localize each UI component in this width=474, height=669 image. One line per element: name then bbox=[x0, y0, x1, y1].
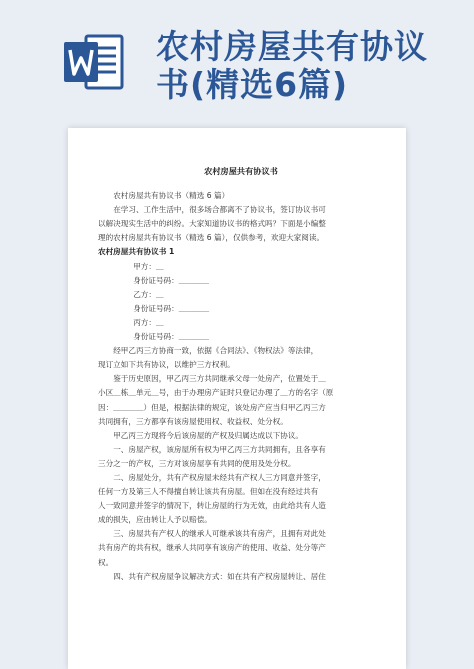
document-line: 鉴于历史原因，甲乙丙三方共同继承父母一处房产，位置处于＿ bbox=[113, 374, 326, 384]
page-title bbox=[156, 28, 466, 104]
document-line: 小区＿栋＿单元＿号，由于办理房产证时只登记办理了＿方的名字（原 bbox=[98, 388, 334, 398]
document-page bbox=[68, 128, 406, 669]
document-line: 一、房屋产权，该房屋所有权为甲乙丙三方共同拥有，且各享有 bbox=[113, 444, 326, 454]
document-line: 乙方：＿ bbox=[133, 289, 164, 299]
word-icon bbox=[62, 30, 126, 94]
document-line: 三、房屋共有产权人的继承人可继承该共有房产，且拥有对此处 bbox=[113, 529, 326, 539]
document-line: 身份证号码：＿＿＿＿ bbox=[133, 332, 210, 342]
document-line: 权。 bbox=[98, 557, 114, 567]
document-line: 任何一方及第三人不得擅自转让该共有房屋。但如在没有经过共有 bbox=[98, 487, 319, 497]
document-line: 二、房屋处分，共有产权房屋未经共有产权人三方同意并签字， bbox=[113, 472, 326, 482]
document-line: 人一致同意并签字的情况下，转让房屋的行为无效，由此给共有人造 bbox=[98, 501, 326, 511]
document-line: 丙方：＿ bbox=[133, 317, 164, 327]
document-line: 农村房屋共有协议书（精选 6 篇） bbox=[113, 191, 230, 201]
document-line: 身份证号码：＿＿＿＿ bbox=[133, 303, 210, 313]
document-line: 理的农村房屋共有协议书（精选 6 篇），仅供参考，欢迎大家阅读。 bbox=[98, 233, 325, 243]
document-line: 甲方：＿ bbox=[133, 261, 164, 271]
document-line: 共同拥有，三方都享有该房屋使用权、收益权、处分权。 bbox=[98, 416, 288, 426]
section-heading: 农村房屋共有协议书 1 bbox=[98, 247, 175, 257]
document-line: 因：＿＿＿＿）但是，根据法律的规定，该处房产应当归甲乙丙三方 bbox=[98, 402, 326, 412]
document-body bbox=[68, 128, 406, 584]
document-line: 身份证号码：＿＿＿＿ bbox=[133, 275, 210, 285]
document-line: 共有房产的共有权，继承人共同享有该房产的使用、收益、处分等产 bbox=[98, 543, 326, 553]
document-line: 现订立如下共有协议，以维护三方权利。 bbox=[98, 360, 235, 370]
document-line: 甲乙丙三方现将今后该房屋的产权及归属达成以下协议。 bbox=[113, 430, 304, 440]
document-title: 农村房屋共有协议书 bbox=[204, 166, 278, 176]
document-line: 成的损失，应由转让人予以赔偿。 bbox=[98, 515, 212, 525]
document-line: 经甲乙丙三方协商一致，依据《合同法》、《物权法》等法律， bbox=[113, 346, 319, 356]
document-line: 以解决现实生活中的纠纷。大家知道协议书的格式吗？下面是小编整 bbox=[98, 219, 326, 229]
document-line: 在学习、工作生活中，很多场合都离不了协议书，签订协议书可 bbox=[113, 205, 326, 215]
header bbox=[0, 0, 474, 118]
title-line-2: 书(精选6篇) bbox=[156, 65, 349, 104]
document-line: 三分之一的产权，三方对该房屋享有共同的使用及处分权。 bbox=[98, 458, 296, 468]
title-line-1: 农村房屋共有协议 bbox=[156, 27, 428, 66]
document-line: 四、共有产权房屋争议解决方式：如在共有产权房屋转让、居住 bbox=[113, 571, 326, 581]
